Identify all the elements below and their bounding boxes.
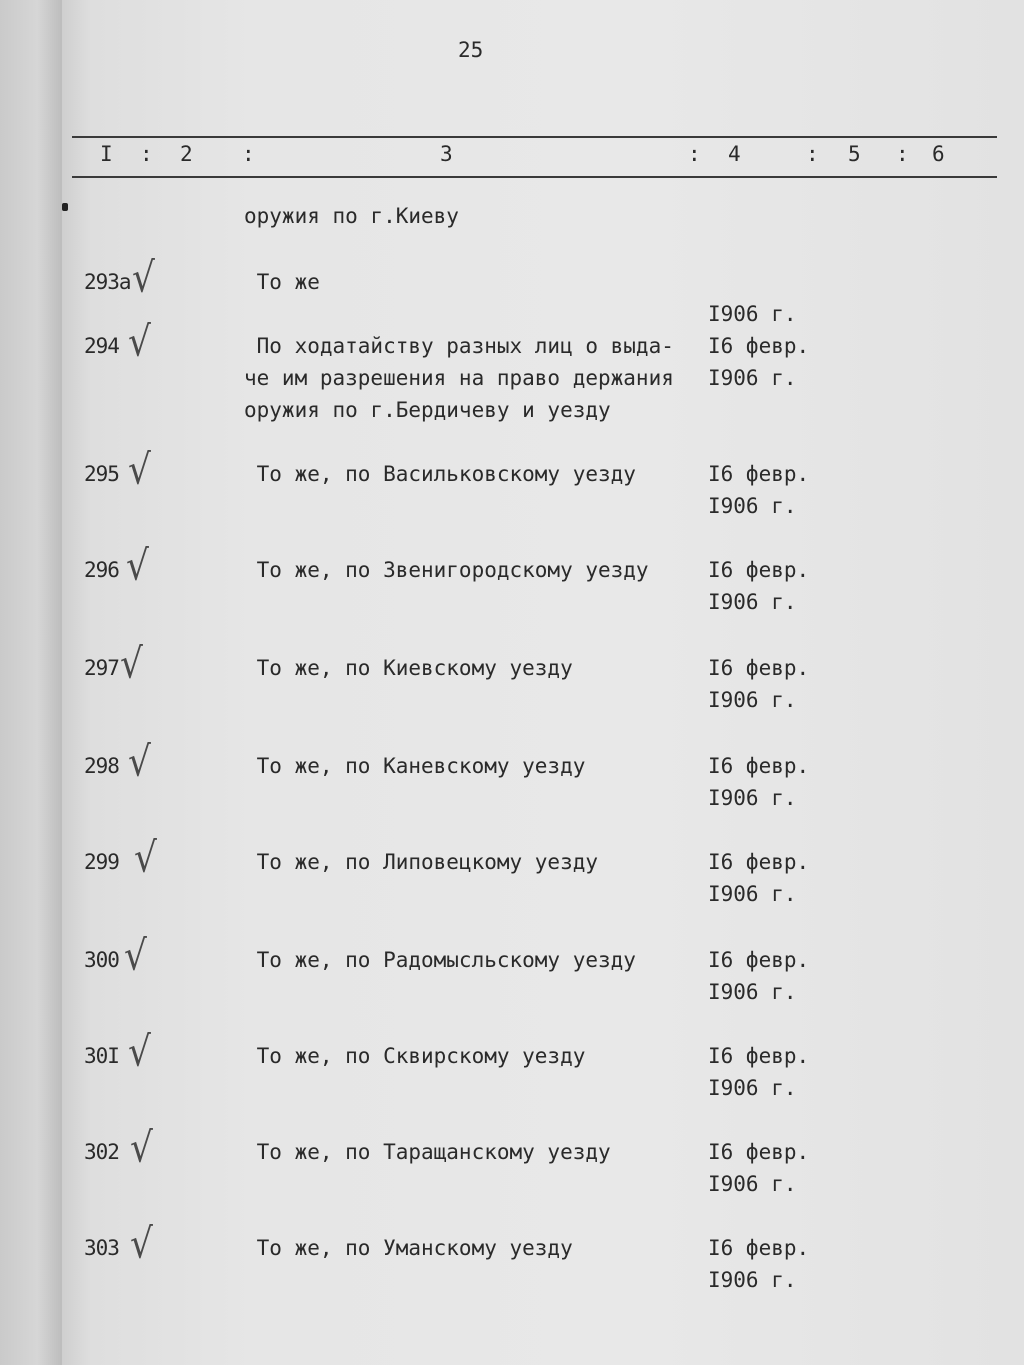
description-line: То же, по Радомысльскому уезду bbox=[244, 948, 636, 972]
checkmark-icon: √ bbox=[130, 1124, 153, 1173]
date-line: I6 февр. bbox=[708, 558, 810, 582]
date-line: I906 г. bbox=[708, 980, 797, 1004]
col-header-sep: : bbox=[242, 142, 255, 166]
date-line: I906 г. bbox=[708, 1172, 797, 1196]
col-header-sep: : bbox=[140, 142, 153, 166]
description-line: че им разрешения на право держания bbox=[244, 366, 674, 390]
date-line: I906 г. bbox=[708, 688, 797, 712]
description-line: То же, по Васильковскому уезду bbox=[244, 462, 636, 486]
description-line: То же, по Уманскому уезду bbox=[244, 1236, 573, 1260]
date-line: I6 февр. bbox=[708, 334, 810, 358]
checkmark-icon: √ bbox=[126, 542, 149, 591]
description-line: То же, по Таращанскому уезду bbox=[244, 1140, 611, 1164]
entry-date bbox=[708, 750, 809, 814]
entry-date bbox=[708, 458, 809, 522]
entry-description bbox=[244, 266, 320, 298]
entry-number: 302 bbox=[84, 1140, 119, 1164]
entry-number: 299 bbox=[84, 850, 119, 874]
checkmark-icon: √ bbox=[132, 254, 155, 303]
entry-description bbox=[244, 750, 585, 782]
entry-description bbox=[244, 1040, 585, 1072]
col-header-sep: : bbox=[806, 142, 819, 166]
date-line: I6 февр. bbox=[708, 656, 810, 680]
date-line: I906 г. bbox=[708, 366, 797, 390]
binding-edge bbox=[0, 0, 62, 1365]
checkmark-icon: √ bbox=[128, 1028, 151, 1077]
date-line: I6 февр. bbox=[708, 462, 810, 486]
entry-date bbox=[708, 1040, 809, 1104]
date-line: I906 г. bbox=[708, 1268, 797, 1292]
date-line: I6 февр. bbox=[708, 754, 810, 778]
date-line: I906 г. bbox=[708, 786, 797, 810]
date-line: I906 г. bbox=[708, 882, 797, 906]
entry-date bbox=[708, 1136, 809, 1200]
date-line: I6 февр. bbox=[708, 948, 810, 972]
date-line: I906 г. bbox=[708, 302, 797, 326]
entry-date bbox=[708, 944, 809, 1008]
checkmark-icon: √ bbox=[120, 640, 143, 689]
entry-date bbox=[708, 652, 809, 716]
entry-description bbox=[244, 1232, 573, 1264]
entry-number: 293а bbox=[84, 270, 131, 294]
entry-date bbox=[708, 266, 797, 330]
date-line: I906 г. bbox=[708, 494, 797, 518]
col-header-5: 5 bbox=[848, 142, 861, 166]
entry-number: 296 bbox=[84, 558, 119, 582]
col-header-1: I bbox=[100, 142, 113, 166]
entry-description bbox=[244, 330, 674, 426]
entry-number: 298 bbox=[84, 754, 119, 778]
date-line: I906 г. bbox=[708, 1076, 797, 1100]
entry-number: 303 bbox=[84, 1236, 119, 1260]
header-rule-bottom bbox=[72, 176, 997, 178]
entry-description bbox=[244, 554, 649, 586]
date-line bbox=[708, 266, 797, 298]
entry-date bbox=[708, 554, 809, 618]
description-line: оружия по г.Бердичеву и уезду bbox=[244, 398, 611, 422]
description-line: То же, по Каневскому уезду bbox=[244, 754, 586, 778]
col-header-6: 6 bbox=[932, 142, 945, 166]
page-number: 25 bbox=[458, 38, 484, 62]
date-line: I6 февр. bbox=[708, 850, 810, 874]
entry-number: 300 bbox=[84, 948, 119, 972]
description-line: То же bbox=[244, 270, 320, 294]
checkmark-icon: √ bbox=[128, 318, 151, 367]
checkmark-icon: √ bbox=[124, 932, 147, 981]
col-header-sep: : bbox=[688, 142, 701, 166]
entry-number: 295 bbox=[84, 462, 119, 486]
entry-number: 30I bbox=[84, 1044, 119, 1068]
entry-date bbox=[708, 846, 809, 910]
checkmark-icon: √ bbox=[134, 834, 157, 883]
checkmark-icon: √ bbox=[128, 738, 151, 787]
col-header-4: 4 bbox=[728, 142, 741, 166]
date-line: I906 г. bbox=[708, 590, 797, 614]
description-line: То же, по Сквирскому уезду bbox=[244, 1044, 586, 1068]
entry-number: 294 bbox=[84, 334, 119, 358]
entry-description bbox=[244, 846, 598, 878]
date-line: I6 февр. bbox=[708, 1236, 810, 1260]
entry-description bbox=[244, 1136, 611, 1168]
checkmark-icon: √ bbox=[128, 446, 151, 495]
col-header-2: 2 bbox=[180, 142, 193, 166]
col-header-3: 3 bbox=[440, 142, 453, 166]
description-line: По ходатайству разных лиц о выда- bbox=[244, 334, 674, 358]
description-line: То же, по Звенигородскому уезду bbox=[244, 558, 649, 582]
entry-date bbox=[708, 330, 809, 394]
description-line: То же, по Киевскому уезду bbox=[244, 656, 573, 680]
header-rule-top bbox=[72, 136, 997, 138]
entry-description bbox=[244, 652, 573, 684]
margin-mark bbox=[62, 203, 68, 211]
continuation-text: оружия по г.Киеву bbox=[244, 204, 459, 228]
checkmark-icon: √ bbox=[130, 1220, 153, 1269]
date-line: I6 февр. bbox=[708, 1140, 810, 1164]
entry-description bbox=[244, 944, 636, 976]
entry-description bbox=[244, 458, 636, 490]
date-line: I6 февр. bbox=[708, 1044, 810, 1068]
description-line: То же, по Липовецкому уезду bbox=[244, 850, 599, 874]
col-header-sep: : bbox=[896, 142, 909, 166]
entry-date bbox=[708, 1232, 809, 1296]
entry-number: 297 bbox=[84, 656, 119, 680]
